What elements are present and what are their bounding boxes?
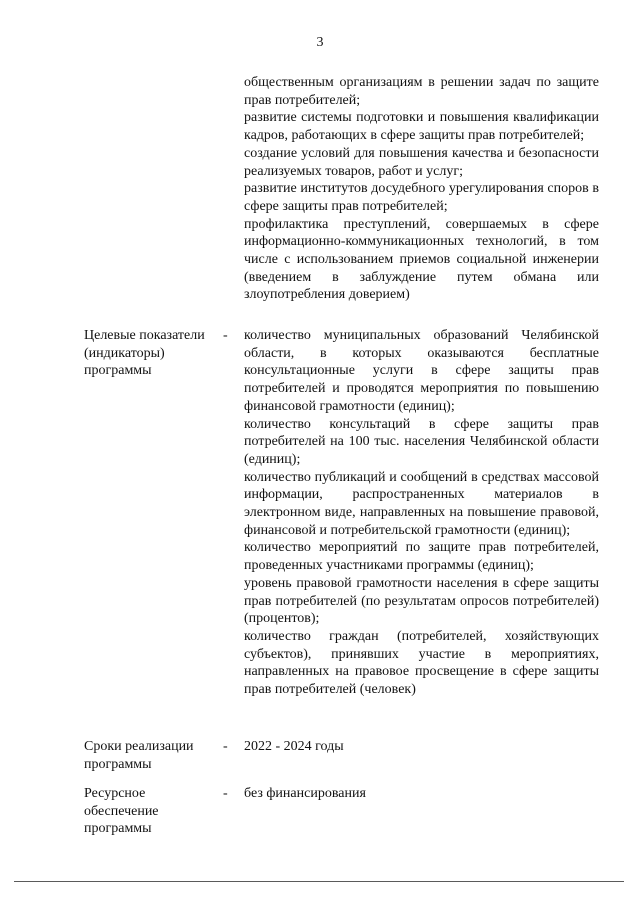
resources-content <box>244 785 599 803</box>
task-paragraph: создание условий для повышения качества и безопасности реализуемых товаров, работ и услуг; <box>244 145 599 179</box>
resources-value: без финансирования <box>244 786 366 801</box>
task-paragraph: общественным организациям в решении задач по защите прав потребителей; <box>244 75 599 108</box>
terms-label: Сроки реализации программы <box>84 739 194 772</box>
task-paragraph: развитие институтов досудебного урегулирования споров в сфере защиты прав потребителей; <box>244 181 599 214</box>
terms-content <box>244 738 599 756</box>
resources-label: Ресурсное обеспечение программы <box>84 786 159 837</box>
indicator-paragraph: уровень правовой грамотности населения в сфере защиты прав потребителей (по результатам опросов потребителей) (процентов); <box>244 575 599 627</box>
indicators-content <box>244 327 599 699</box>
indicator-paragraph: количество граждан (потребителей, хозяйствующих субъектов), принявших участие в мероприятиях, направленных на правовое просвещение в сфере защиты прав потребителей (человек) <box>244 628 599 698</box>
indicators-label: Целевые показатели (индикаторы) программы <box>84 328 205 379</box>
page-number: 3 <box>316 35 324 50</box>
indicator-paragraph: количество публикаций и сообщений в средствах массовой информации, распространенных материалов в электронном виде, направленных на повышение правовой, финансовой и потребительской грамотности (единиц); <box>244 469 599 538</box>
task-paragraph: развитие системы подготовки и повышения квалификации кадров, работающих в сфере защиты прав потребителей; <box>244 110 599 144</box>
continued-tasks-block <box>244 74 599 304</box>
terms-value: 2022 - 2024 годы <box>244 739 344 754</box>
task-paragraph: профилактика преступлений, совершаемых в сфере информационно-коммуникационных технологий, в том числе с использованием приемов социальной инженерии (введением в заблуждение путем обмана или злоупотребления доверием) <box>244 216 599 303</box>
terms-dash: - <box>223 739 228 754</box>
bottom-rule <box>14 881 624 882</box>
indicator-paragraph: количество мероприятий по защите прав потребителей, проведенных участниками программы (единиц); <box>244 540 599 574</box>
resources-dash: - <box>223 786 228 801</box>
indicator-paragraph: количество консультаций в сфере защиты прав потребителей на 100 тыс. населения Челябинской области (единиц); <box>244 416 599 467</box>
indicator-paragraph: количество муниципальных образований Челябинской области, в которых оказываются бесплатные консультационные услуги в сфере защиты прав потребителей и проводятся мероприятия по повышению финансовой грамотности (единиц); <box>244 328 599 414</box>
indicators-dash: - <box>223 328 228 343</box>
